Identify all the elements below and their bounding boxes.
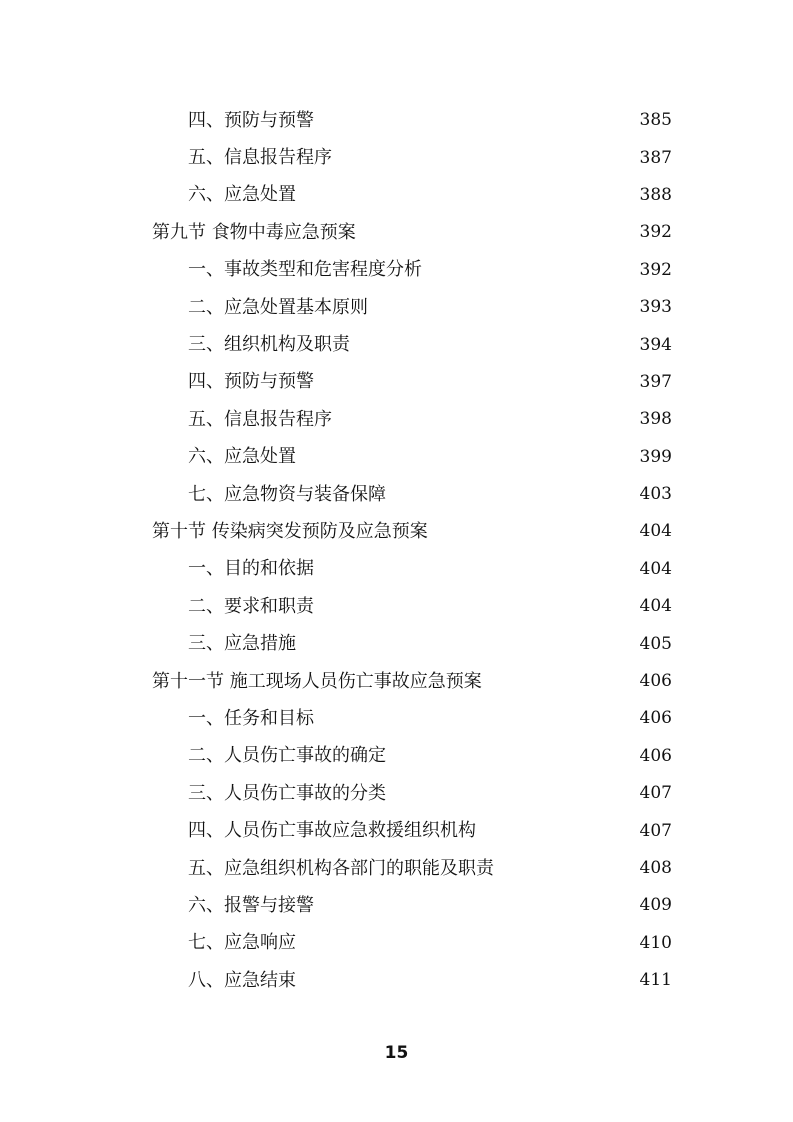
- toc-entry-page: 406: [639, 671, 672, 692]
- table-of-contents: [0, 102, 793, 999]
- toc-entry[interactable]: [0, 962, 793, 999]
- toc-entry-title: 二、要求和职责: [188, 598, 318, 616]
- toc-entry-title: 五、应急组织机构各部门的职能及职责: [188, 860, 498, 878]
- toc-entry[interactable]: [0, 812, 793, 849]
- toc-entry-title: 五、信息报告程序: [188, 149, 336, 167]
- toc-entry[interactable]: [0, 551, 793, 588]
- dot-leader: [300, 451, 636, 469]
- toc-entry-page: 404: [639, 521, 672, 542]
- toc-entry[interactable]: [0, 401, 793, 438]
- toc-entry-title: 六、应急处置: [188, 448, 300, 466]
- toc-entry[interactable]: [0, 625, 793, 662]
- toc-entry[interactable]: [0, 289, 793, 326]
- dot-leader: [300, 638, 636, 656]
- toc-entry-title: 二、人员伤亡事故的确定: [188, 747, 390, 765]
- toc-entry-page: 397: [639, 371, 672, 392]
- dot-leader: [318, 563, 636, 581]
- toc-entry-title: 七、应急响应: [188, 934, 300, 952]
- toc-entry-title: 六、应急处置: [188, 186, 300, 204]
- dot-leader: [360, 227, 636, 245]
- toc-entry-title: 六、报警与接警: [188, 897, 318, 915]
- dot-leader: [300, 937, 636, 955]
- toc-entry-page: 408: [639, 858, 672, 878]
- toc-entry-title: 一、事故类型和危害程度分析: [188, 261, 426, 279]
- toc-entry-page: 411: [639, 970, 672, 991]
- dot-leader: [354, 339, 636, 357]
- toc-entry[interactable]: [0, 102, 793, 139]
- toc-entry-page: 392: [639, 222, 672, 243]
- dot-leader: [390, 489, 636, 507]
- toc-entry-page: 399: [639, 446, 672, 467]
- toc-entry-title: 四、预防与预警: [188, 112, 318, 130]
- toc-entry-page: 392: [639, 259, 672, 280]
- toc-entry-page: 393: [639, 297, 672, 318]
- toc-entry-page: 404: [639, 558, 672, 579]
- dot-leader: [300, 189, 636, 207]
- toc-entry-page: 403: [639, 484, 672, 505]
- toc-entry[interactable]: [0, 775, 793, 812]
- toc-entry-title: 七、应急物资与装备保障: [188, 486, 390, 504]
- toc-entry[interactable]: [0, 738, 793, 775]
- toc-entry-page: 409: [639, 895, 672, 916]
- toc-entry-title: 八、应急结束: [188, 972, 300, 990]
- dot-leader: [480, 825, 636, 843]
- toc-entry-title: 一、目的和依据: [188, 560, 318, 578]
- dot-leader: [372, 302, 636, 320]
- toc-entry[interactable]: [0, 850, 793, 887]
- toc-entry-title: 三、人员伤亡事故的分类: [188, 785, 390, 803]
- toc-entry-page: 398: [639, 409, 672, 430]
- toc-entry[interactable]: [0, 439, 793, 476]
- toc-entry-title: 一、任务和目标: [188, 710, 318, 728]
- page-number: 15: [384, 1043, 409, 1063]
- toc-entry-title: 四、人员伤亡事故应急救援组织机构: [188, 822, 480, 840]
- toc-entry[interactable]: [0, 139, 793, 176]
- toc-entry-page: 385: [639, 110, 672, 131]
- dot-leader: [318, 900, 636, 918]
- toc-section-entry[interactable]: [0, 513, 793, 550]
- toc-entry-title: 二、应急处置基本原则: [188, 299, 372, 317]
- toc-entry-title: 第十节 传染病突发预防及应急预案: [152, 523, 432, 541]
- toc-entry-page: 405: [639, 633, 672, 654]
- toc-entry[interactable]: [0, 252, 793, 289]
- toc-entry-page: 407: [639, 783, 672, 804]
- dot-leader: [318, 713, 636, 731]
- toc-entry-page: 387: [639, 147, 672, 168]
- toc-entry-page: 407: [639, 820, 672, 841]
- toc-entry[interactable]: [0, 887, 793, 924]
- dot-leader: [486, 676, 636, 694]
- dot-leader: [318, 376, 636, 394]
- toc-entry-title: 三、组织机构及职责: [188, 336, 354, 354]
- toc-entry-page: 404: [639, 596, 672, 617]
- toc-entry-title: 五、信息报告程序: [188, 411, 336, 429]
- toc-entry[interactable]: [0, 925, 793, 962]
- toc-entry-title: 第九节 食物中毒应急预案: [152, 224, 360, 242]
- toc-entry-title: 四、预防与预警: [188, 373, 318, 391]
- dot-leader: [336, 152, 636, 170]
- toc-section-entry[interactable]: [0, 214, 793, 251]
- toc-entry-page: 410: [639, 932, 672, 953]
- dot-leader: [426, 264, 636, 282]
- toc-entry[interactable]: [0, 177, 793, 214]
- dot-leader: [390, 788, 636, 806]
- dot-leader: [432, 526, 636, 544]
- toc-entry-page: 406: [639, 745, 672, 766]
- dot-leader: [336, 414, 636, 432]
- toc-entry[interactable]: [0, 476, 793, 513]
- toc-entry[interactable]: [0, 364, 793, 401]
- dot-leader: [318, 601, 636, 619]
- toc-section-entry[interactable]: [0, 663, 793, 700]
- dot-leader: [318, 115, 636, 133]
- toc-entry[interactable]: [0, 326, 793, 363]
- toc-entry-page: 394: [639, 334, 672, 355]
- toc-entry[interactable]: [0, 700, 793, 737]
- dot-leader: [498, 863, 636, 881]
- dot-leader: [390, 750, 636, 768]
- toc-entry-page: 406: [639, 708, 672, 729]
- toc-entry-title: 三、应急措施: [188, 635, 300, 653]
- dot-leader: [300, 975, 636, 993]
- toc-entry[interactable]: [0, 588, 793, 625]
- toc-entry-page: 388: [639, 184, 672, 205]
- toc-entry-title: 第十一节 施工现场人员伤亡事故应急预案: [152, 673, 486, 691]
